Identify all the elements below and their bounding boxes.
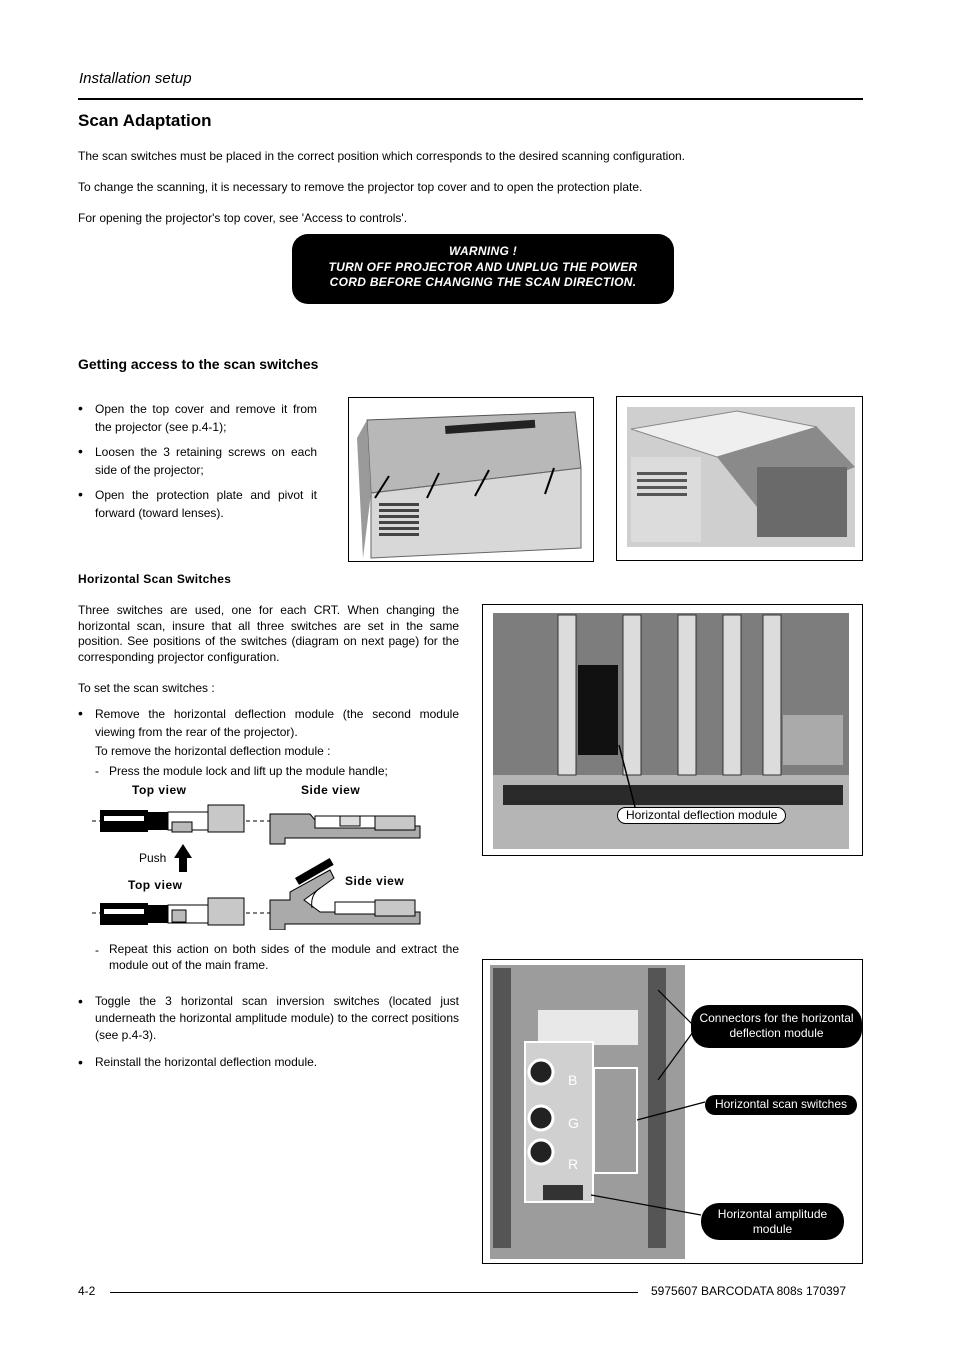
bullet-icon: •	[78, 486, 83, 502]
scan-switches-photo	[482, 959, 863, 1264]
bullet-icon: •	[78, 993, 83, 1009]
bullet-icon: •	[78, 400, 83, 416]
channel-g-label: G	[568, 1115, 579, 1131]
dash-icon: -	[95, 764, 99, 778]
warning-box	[292, 234, 674, 304]
document-id: 5975607 BARCODATA 808s 170397	[651, 1284, 847, 1298]
section-title: Scan Adaptation	[78, 111, 212, 130]
dash-item-2: Repeat this action on both sides of the module and extract the module out of the main frame.	[109, 942, 459, 972]
horizontal-intro: Three switches are used, one for each CRT. When changing the horizontal scan, insure that all three switches are set in the same position. See positions of the switches (diagram on next page) for the corresponding projector configuration.	[78, 603, 459, 664]
intro-paragraph-1: The scan switches must be placed in the correct position which corresponds to the desired scanning configuration.	[78, 149, 685, 163]
to-set-label: To set the scan switches :	[78, 681, 215, 695]
access-heading: Getting access to the scan switches	[78, 356, 319, 372]
deflection-module-photo	[482, 604, 863, 856]
side-view-label-2: Side view	[345, 874, 405, 888]
top-view-label-1: Top view	[132, 783, 187, 797]
side-view-before	[270, 814, 420, 844]
intro-paragraph-2: To change the scanning, it is necessary to remove the projector top cover and to open the protection plate.	[78, 180, 643, 194]
dash-icon: -	[95, 943, 99, 957]
page-number: 4-2	[78, 1284, 96, 1298]
horizontal-bullet-3: Reinstall the horizontal deflection module.	[95, 1055, 318, 1069]
push-label: Push	[139, 851, 167, 865]
module-lock-diagram	[90, 800, 430, 930]
channel-b-label: B	[568, 1072, 578, 1088]
to-remove-label: To remove the horizontal deflection module :	[95, 744, 331, 758]
top-view-label-2: Top view	[128, 878, 183, 892]
footer-rule	[110, 1292, 638, 1293]
intro-paragraph-3: For opening the projector's top cover, see 'Access to controls'.	[78, 211, 408, 225]
projector-screws-photo	[348, 397, 594, 562]
horizontal-bullet-1: Remove the horizontal deflection module (the second module viewing from the rear of the projector).	[95, 707, 459, 739]
channel-r-label: R	[568, 1156, 579, 1172]
header-rule	[78, 98, 863, 100]
scan-switches-callout: Horizontal scan switches	[705, 1095, 857, 1115]
access-bullet-1: Open the top cover and remove it from the projector (see p.4-1);	[95, 402, 317, 434]
warning-line-2: TURN OFF PROJECTOR AND UNPLUG THE POWER	[328, 259, 638, 274]
warning-line-3: CORD BEFORE CHANGING THE SCAN DIRECTION.	[329, 275, 637, 289]
warning-heading: WARNING !	[448, 244, 518, 258]
side-view-label-1: Side view	[301, 783, 361, 797]
dash-item-1: Press the module lock and lift up the module handle;	[109, 764, 388, 778]
amplitude-module-callout: Horizontal amplitude module	[701, 1203, 844, 1240]
running-header: Installation setup	[79, 70, 192, 87]
bullet-icon: •	[78, 1054, 83, 1070]
projector-screws-illustration	[349, 398, 593, 561]
horizontal-bullet-2: Toggle the 3 horizontal scan inversion switches (located just underneath the horizontal amplitude module) to the correct positions (see p.4-3).	[95, 994, 459, 1042]
projector-open-illustration	[617, 397, 862, 560]
access-bullet-3: Open the protection plate and pivot it forward (toward lenses).	[95, 488, 317, 520]
connectors-callout: Connectors for the horizontal deflection module	[691, 1005, 862, 1048]
top-view-before	[92, 805, 270, 832]
access-bullet-2: Loosen the 3 retaining screws on each side of the projector;	[95, 445, 317, 477]
projector-open-photo	[616, 396, 863, 561]
horizontal-scan-heading: Horizontal Scan Switches	[78, 572, 232, 586]
side-view-after	[270, 858, 420, 930]
top-view-after	[92, 898, 270, 925]
bullet-icon: •	[78, 443, 83, 459]
push-arrow-icon	[174, 844, 192, 872]
bullet-icon: •	[78, 705, 83, 721]
deflection-module-label: Horizontal deflection module	[617, 807, 786, 824]
